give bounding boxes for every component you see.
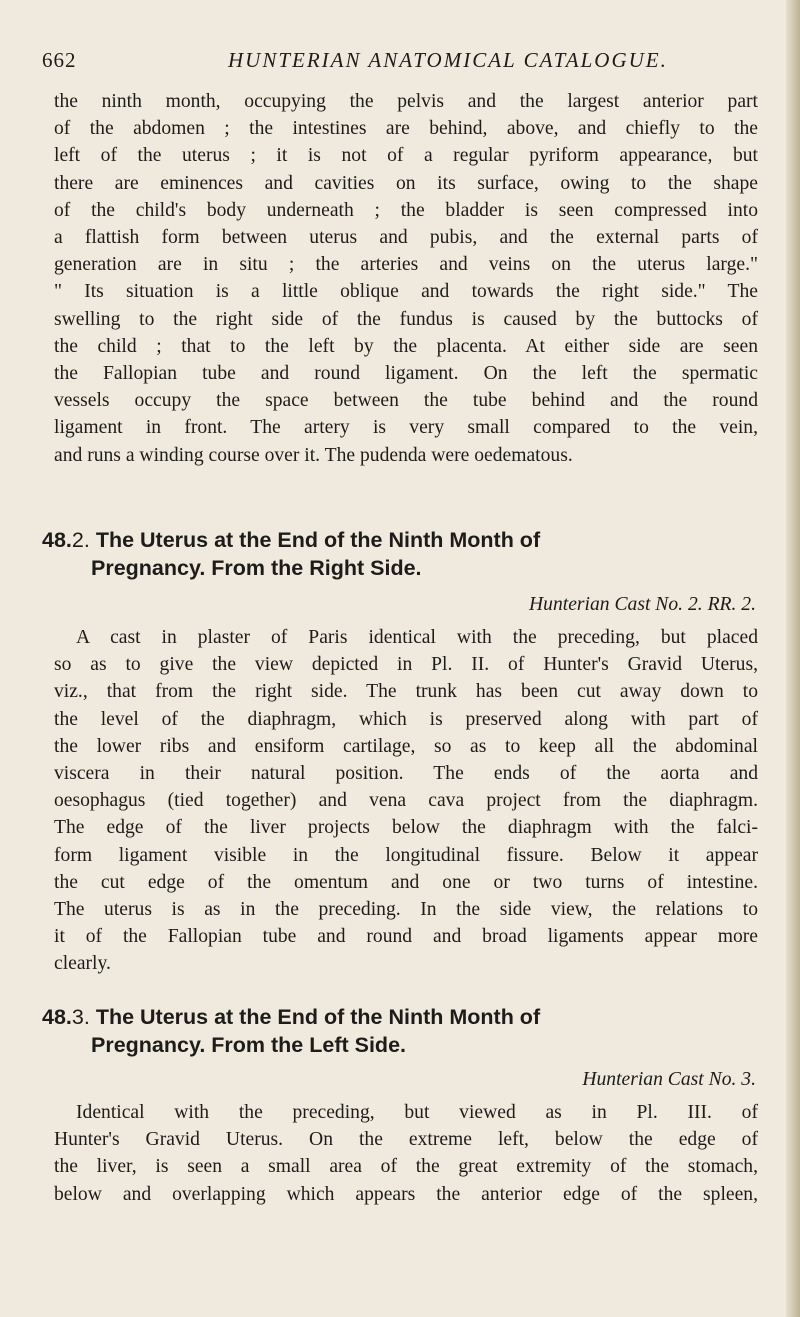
entry-3-heading: [42, 1003, 762, 1059]
text-line: the ninth month, occupying the pelvis and the largest anterior part: [54, 91, 758, 112]
text-line: The uterus is as in the preceding. In the side view, the relations to: [54, 899, 758, 921]
entry-2-heading: [42, 526, 762, 582]
entry-2-number: 48.: [42, 528, 72, 552]
text-line: swelling to the right side of the fundus is caused by the buttocks of: [54, 308, 758, 330]
text-line: below and overlapping which appears the anterior edge of the spleen,: [54, 1183, 758, 1205]
text-line: there are eminences and cavities on its surface, owing to the shape: [54, 172, 758, 194]
text-line: the cut edge of the omentum and one or two turns of intestine.: [54, 871, 758, 893]
running-title: HUNTERIAN ANATOMICAL CATALOGUE.: [228, 48, 668, 72]
entry-2-subnumber: 2.: [71, 528, 90, 552]
entry-2-body: [54, 624, 758, 978]
page-edge-shadow: [786, 0, 800, 1317]
text-line: the lower ribs and ensiform cartilage, so as to keep all the abdominal: [54, 735, 758, 757]
text-line: vessels occupy the space between the tube behind and the round: [54, 390, 758, 412]
entry-2-title-line2: Pregnancy. From the Right Side.: [91, 556, 422, 580]
text-line: " Its situation is a little oblique and towards the right side." The: [54, 281, 758, 303]
text-line: viz., that from the right side. The trunk has been cut away down to: [54, 681, 758, 703]
entry-3-cast-reference: Hunterian Cast No. 3.: [582, 1069, 756, 1090]
entry-3-number: 48.: [42, 1005, 72, 1029]
text-line: and runs a winding course over it. The pudenda were oedematous.: [54, 444, 573, 466]
text-line: of the abdomen ; the intestines are behind, above, and chiefly to the: [54, 118, 758, 140]
entry-3-body: [54, 1099, 758, 1208]
text-line: A cast in plaster of Paris identical with the preceding, but placed: [76, 627, 758, 648]
text-line: a flattish form between uterus and pubis, and the external parts of: [54, 227, 758, 249]
text-line: Identical with the preceding, but viewed as in Pl. III. of: [76, 1102, 758, 1123]
text-line: of the child's body underneath ; the bladder is seen compressed into: [54, 199, 758, 221]
text-line: form ligament visible in the longitudinal fissure. Below it appear: [54, 844, 758, 866]
text-line: left of the uterus ; it is not of a regular pyriform appearance, but: [54, 145, 758, 167]
text-line: The edge of the liver projects below the diaphragm with the falci-: [54, 817, 758, 839]
entry-3-title-line2: Pregnancy. From the Left Side.: [91, 1033, 406, 1057]
text-line: it of the Fallopian tube and round and broad ligaments appear more: [54, 926, 758, 948]
text-line: viscera in their natural position. The ends of the aorta and: [54, 763, 758, 785]
text-line: the Fallopian tube and round ligament. On the left the spermatic: [54, 363, 758, 385]
text-line: clearly.: [54, 953, 111, 975]
text-line: the level of the diaphragm, which is preserved along with part of: [54, 708, 758, 730]
text-line: oesophagus (tied together) and vena cava project from the diaphragm.: [54, 790, 758, 812]
running-head: [42, 48, 754, 78]
text-line: ligament in front. The artery is very small compared to the vein,: [54, 417, 758, 439]
page-number: 662: [42, 48, 77, 72]
entry-2-cast-reference: Hunterian Cast No. 2. RR. 2.: [529, 594, 756, 615]
text-line: Hunter's Gravid Uterus. On the extreme left, below the edge of: [54, 1129, 758, 1151]
entry-2-title-line1: The Uterus at the End of the Ninth Month of: [95, 528, 541, 552]
entry-3-subnumber: 3.: [71, 1005, 90, 1029]
text-line: the liver, is seen a small area of the great extremity of the stomach,: [54, 1156, 758, 1178]
text-line: the child ; that to the left by the placenta. At either side are seen: [54, 335, 758, 357]
entry-3-title-line1: The Uterus at the End of the Ninth Month of: [95, 1005, 541, 1029]
intro-paragraph: [54, 88, 758, 469]
text-line: generation are in situ ; the arteries and veins on the uterus large.": [54, 254, 758, 276]
text-line: so as to give the view depicted in Pl. II. of Hunter's Gravid Uterus,: [54, 654, 758, 676]
